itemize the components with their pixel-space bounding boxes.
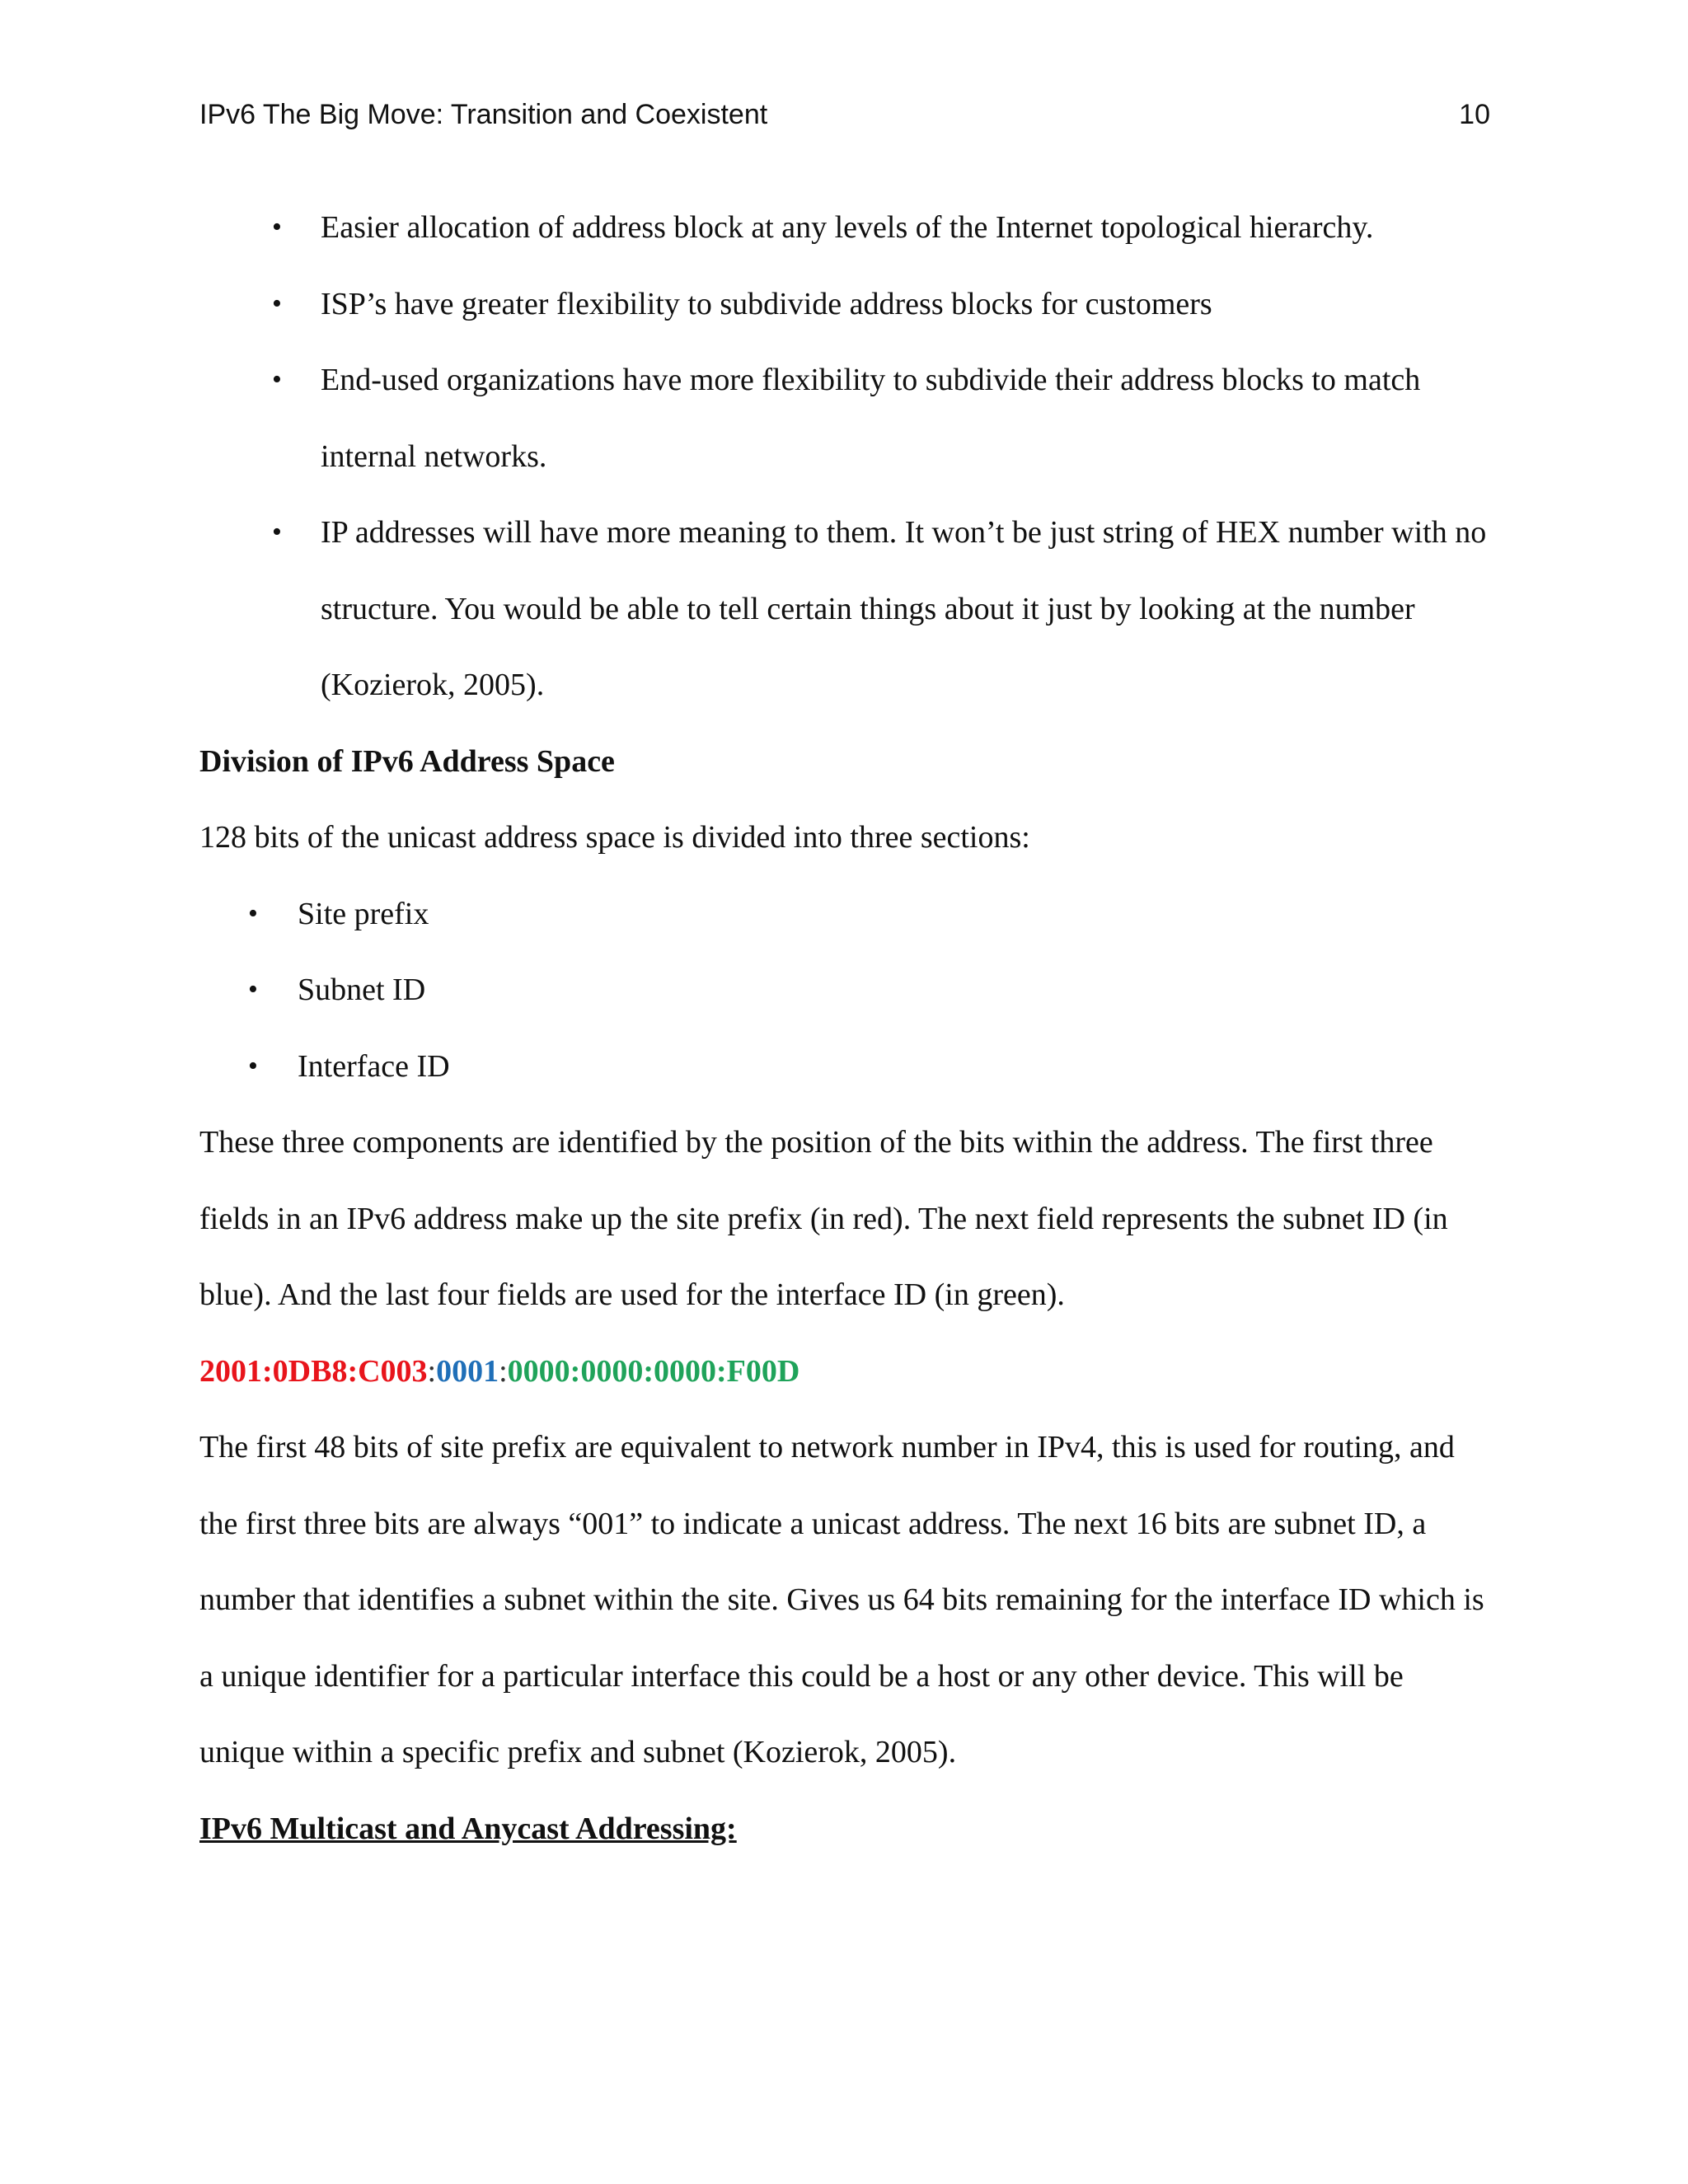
list-item <box>199 876 1490 953</box>
list-item <box>199 494 1490 724</box>
list-item <box>199 952 1490 1029</box>
bullet-icon: • <box>248 898 258 929</box>
bullet-icon: • <box>272 212 282 242</box>
section-intro: 128 bits of the unicast address space is divided into three sections: <box>199 820 1030 855</box>
body-paragraph: These three components are identified by the position of the bits within the address. The first three fields in an IPv6 address make up the site prefix (in red). The next field represents the subnet ID (in blue). And the last four fields are used for the interface ID (in green). <box>199 1125 1448 1312</box>
feature-bullet-list <box>199 190 1490 724</box>
list-item-text: Interface ID <box>298 1048 450 1084</box>
header-title: IPv6 The Big Move: Transition and Coexistent <box>199 99 768 130</box>
address-section-list <box>199 876 1490 1105</box>
bullet-icon: • <box>272 364 282 395</box>
list-item-text: IP addresses will have more meaning to them. It won’t be just string of HEX number with no structure. You would be able to tell certain things about it just by looking at the number (Kozierok, 2005). <box>321 515 1487 702</box>
section-heading: IPv6 Multicast and Anycast Addressing: <box>199 1811 737 1846</box>
list-item <box>199 190 1490 266</box>
subnet-id-segment: 0001 <box>436 1353 499 1389</box>
address-separator: : <box>499 1353 508 1389</box>
document-body <box>199 190 1490 1867</box>
list-item <box>199 1029 1490 1105</box>
section-heading: Division of IPv6 Address Space <box>199 743 615 779</box>
bullet-icon: • <box>248 974 258 1005</box>
page-number: 10 <box>1459 99 1490 130</box>
bullet-icon: • <box>248 1050 258 1081</box>
list-item-text: ISP’s have greater flexibility to subdivide address blocks for customers <box>321 286 1212 321</box>
bullet-icon: • <box>272 517 282 547</box>
site-prefix-segment: 2001:0DB8:C003 <box>199 1353 428 1389</box>
bullet-icon: • <box>272 288 282 319</box>
list-item-text: End-used organizations have more flexibility to subdivide their address blocks to match internal networks. <box>321 363 1421 474</box>
example-address <box>199 1333 1490 1410</box>
list-item <box>199 342 1490 494</box>
list-item-text: Easier allocation of address block at any levels of the Internet topological hierarchy. <box>321 210 1374 245</box>
list-item-text: Subnet ID <box>298 972 426 1007</box>
address-separator: : <box>427 1353 437 1389</box>
interface-id-segment: 0000:0000:0000:F00D <box>507 1353 800 1389</box>
list-item-text: Site prefix <box>298 896 429 931</box>
body-paragraph: The first 48 bits of site prefix are equivalent to network number in IPv4, this is used for routing, and the first three bits are always “001” to indicate a unicast address. The next 16 bits are subnet ID, a number that identifies a subnet within the site. Gives us 64 bits remaining for the interface ID which is a unique identifier for a particular interface this could be a host or any other device. This will be unique within a specific prefix and subnet (Kozierok, 2005). <box>199 1430 1484 1769</box>
list-item <box>199 266 1490 343</box>
running-header <box>199 99 1490 140</box>
